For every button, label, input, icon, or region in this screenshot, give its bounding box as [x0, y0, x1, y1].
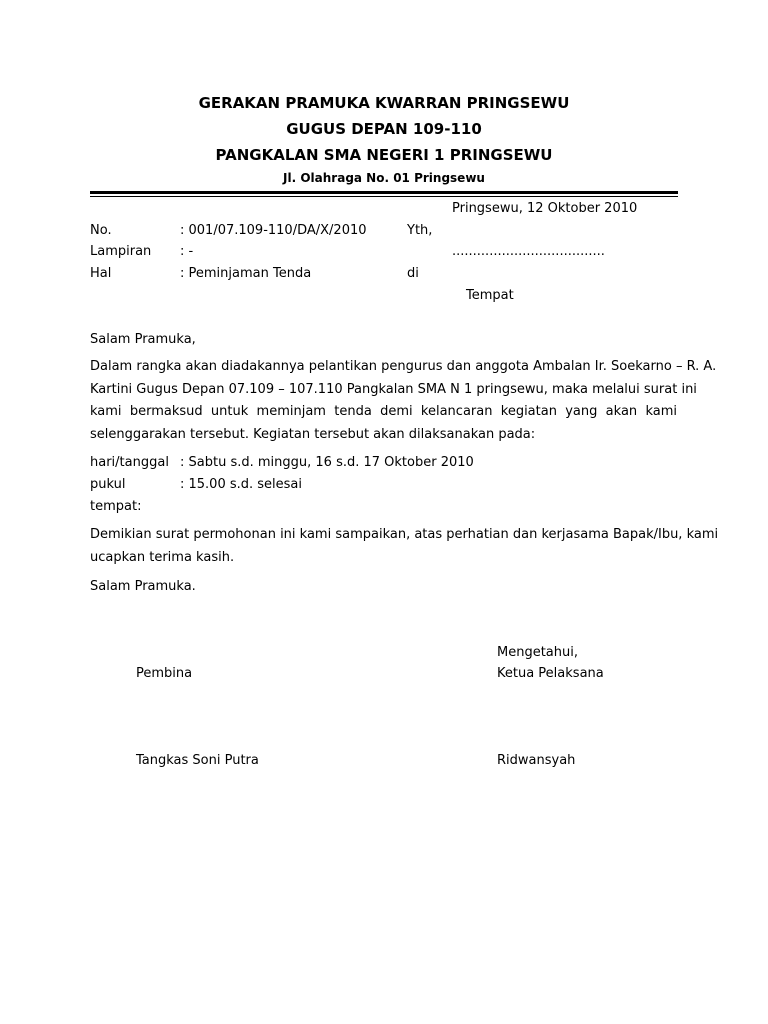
schedule-date-label: hari/tanggal — [90, 455, 169, 470]
paragraph-line: Demikian surat permohonan ini kami sampaikan, atas perhatian dan kerjasama Bapak/Ibu, kami — [90, 527, 719, 542]
subject-value: : Peminjaman Tenda — [180, 266, 312, 281]
body-paragraph-1 — [90, 356, 717, 446]
attachment-label: Lampiran — [90, 244, 152, 259]
body-paragraph-2 — [90, 524, 719, 569]
letterhead-school: PANGKALAN SMA NEGERI 1 PRINGSEWU — [215, 146, 553, 164]
signatory-left-name: Tangkas Soni Putra — [136, 753, 259, 768]
recipient-placeholder: ..................................... — [452, 244, 605, 259]
schedule-date-value: : Sabtu s.d. minggu, 16 s.d. 17 Oktober 2010 — [180, 455, 474, 470]
paragraph-line: Dalam rangka akan diadakannya pelantikan pengurus dan anggota Ambalan Ir. Soekarno – R. A. — [90, 359, 717, 374]
closing-salutation: Salam Pramuka. — [90, 579, 196, 594]
location-value: Tempat — [466, 288, 514, 303]
letterhead-rule-thin — [90, 196, 678, 197]
paragraph-line: ucapkan terima kasih. — [90, 549, 235, 565]
letterhead-rule-thick — [90, 191, 678, 194]
signatory-right-name: Ridwansyah — [497, 753, 576, 768]
schedule-time-value: : 15.00 s.d. selesai — [180, 477, 303, 492]
number-value: : 001/07.109-110/DA/X/2010 — [180, 223, 367, 238]
greeting: Salam Pramuka, — [90, 332, 196, 347]
signatory-left-role: Pembina — [136, 666, 193, 681]
paragraph-line: kami bermaksud untuk meminjam tenda demi kelancaran kegiatan yang akan kami — [90, 404, 677, 419]
letterhead-organization: GERAKAN PRAMUKA KWARRAN PRINGSEWU — [198, 94, 570, 112]
paragraph-line: selenggarakan tersebut. Kegiatan tersebut akan dilaksanakan pada: — [90, 426, 536, 442]
number-label: No. — [90, 223, 112, 238]
signatory-right-role: Ketua Pelaksana — [497, 666, 604, 681]
attachment-value: : - — [180, 244, 194, 259]
letterhead-unit: GUGUS DEPAN 109-110 — [286, 120, 482, 138]
schedule-place-label: tempat: — [90, 499, 142, 514]
recipient-label: Yth, — [407, 223, 433, 238]
paragraph-line: Kartini Gugus Depan 07.109 – 107.110 Pangkalan SMA N 1 pringsewu, maka melalui surat ini — [90, 381, 697, 397]
schedule-time-label: pukul — [90, 477, 126, 492]
letterhead-address: Jl. Olahraga No. 01 Pringsewu — [283, 171, 485, 185]
acknowledgement-label: Mengetahui, — [497, 645, 578, 660]
subject-label: Hal — [90, 266, 112, 281]
place-date: Pringsewu, 12 Oktober 2010 — [452, 201, 638, 216]
location-prefix: di — [407, 266, 419, 281]
